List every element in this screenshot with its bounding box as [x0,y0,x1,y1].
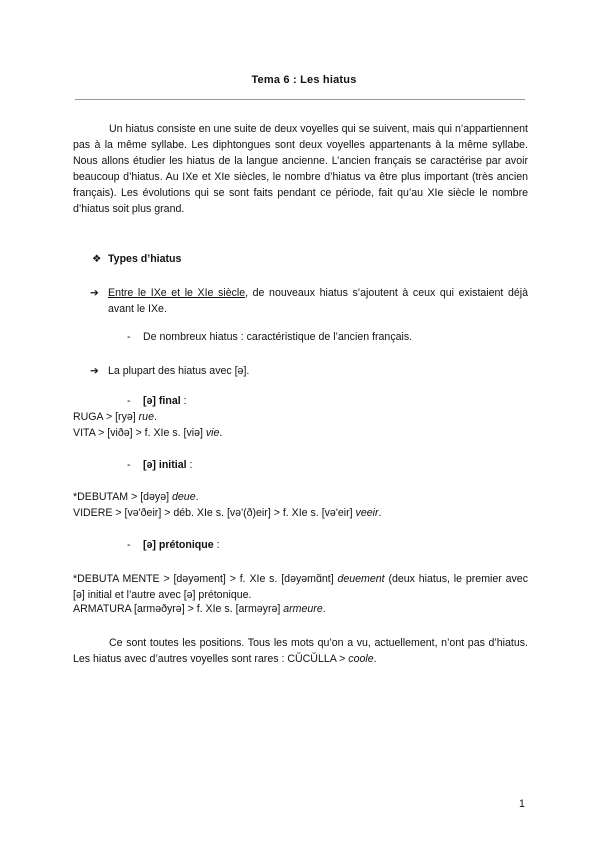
example-debuta-mente [73,571,528,603]
example-videre [73,507,381,519]
example-text: RUGA > [ryə] [73,411,139,423]
example-text: VITA > [viðə] > f. XIe s. [viə] [73,427,206,439]
conclusion-paragraph [73,635,528,667]
arrow-right-icon: ➔ [90,287,99,299]
subsection-initial-colon: : [186,459,193,471]
example-end: . [322,603,326,615]
example-word: deue [172,491,196,503]
example-text: *DEBUTA MENTE > [dəyəment] > f. XIe s. [dəyəmɑ̃nt] [73,573,338,585]
example-debutam [73,491,199,503]
intro-paragraph: Un hiatus consiste en une suite de deux voyelles qui se suivent, mais qui n’appartiennent pas à la même syllabe. Les diphtongues sont deux voyelles appartenants à la même syllabe. Nous allons étudier les hiatus de la langue ancienne. L’ancien français se caractérise par avoir beaucoup d’hiatus. Au IXe et XIe siècles, le nombre d’hiatus va être plus important (très ancien français). Les évolutions qui se sont faits pendant ce période, fait qu’au XIe siècle le nombre d’hiatus soit plus grand. [73,123,528,215]
subsection-pretonique [127,539,220,551]
arrow-item-1-underlined: Entre le IXe et le XIe siècle [108,287,246,299]
subsection-initial [127,459,192,471]
subsection-pretonique-colon: : [213,539,220,551]
example-text: ARMATURA [arməðyrə] > f. XIe s. [arməyrə] [73,603,284,615]
arrow-item-1 [90,285,528,317]
conclusion-text: Ce sont toutes les positions. Tous les mots qu’on a vu, actuellement, n’ont pas d’hiatus. Les hiatus avec d’autres voyelles sont rares : CŬCŬLLA > [73,637,528,665]
dash-item-1-text: De nombreux hiatus : caractéristique de l’ancien français. [143,331,413,343]
example-end: . [153,411,157,423]
example-text: VIDERE > [və'ðeir] > déb. XIe s. [və'(ð)eir] > f. XIe s. [və'eir] [73,507,356,519]
example-word: vie [205,427,220,439]
example-armatura [73,603,326,615]
title-divider [75,99,525,100]
conclusion-end: . [373,653,377,665]
dash-bullet: - [127,395,131,407]
dash-bullet: - [127,331,131,343]
subsection-final [127,395,187,407]
dash-bullet: - [127,459,131,471]
subsection-final-colon: : [180,395,187,407]
subsection-pretonique-label: [ə] prétonique [143,539,214,551]
example-word: rue [138,411,154,423]
arrow-item-1-rest: , de nouveaux hiatus s’ajoutent à ceux qui existaient déjà avant le IXe. [108,287,528,315]
subsection-final-label: [ə] final [143,395,181,407]
example-rest: (deux hiatus, le premier avec [ə] initial et l’autre avec [ə] prétonique. [73,573,528,601]
arrow-item-1-text [108,285,528,317]
subsection-initial-label: [ə] initial [143,459,187,471]
section-heading-text: Types d’hiatus [108,253,182,265]
example-word: veeir [355,507,379,519]
example-text: *DEBUTAM > [dəyə] [73,491,173,503]
arrow-item-2-text: La plupart des hiatus avec [ə]. [108,365,250,377]
example-end: . [378,507,382,519]
dash-item-1 [127,331,412,343]
example-end: . [219,427,223,439]
diamond-bullet-icon: ❖ [92,253,102,265]
example-word: armeure [283,603,323,615]
conclusion-word: coole [348,653,374,665]
dash-bullet: - [127,539,131,551]
page-number: 1 [519,798,525,810]
page-title: Tema 6 : Les hiatus [251,74,357,86]
arrow-item-2 [90,363,528,379]
example-vita [73,427,222,439]
example-end: . [195,491,199,503]
example-word: deuement [337,573,385,585]
example-ruga [73,411,157,423]
section-heading [92,253,181,265]
arrow-right-icon: ➔ [90,365,99,377]
